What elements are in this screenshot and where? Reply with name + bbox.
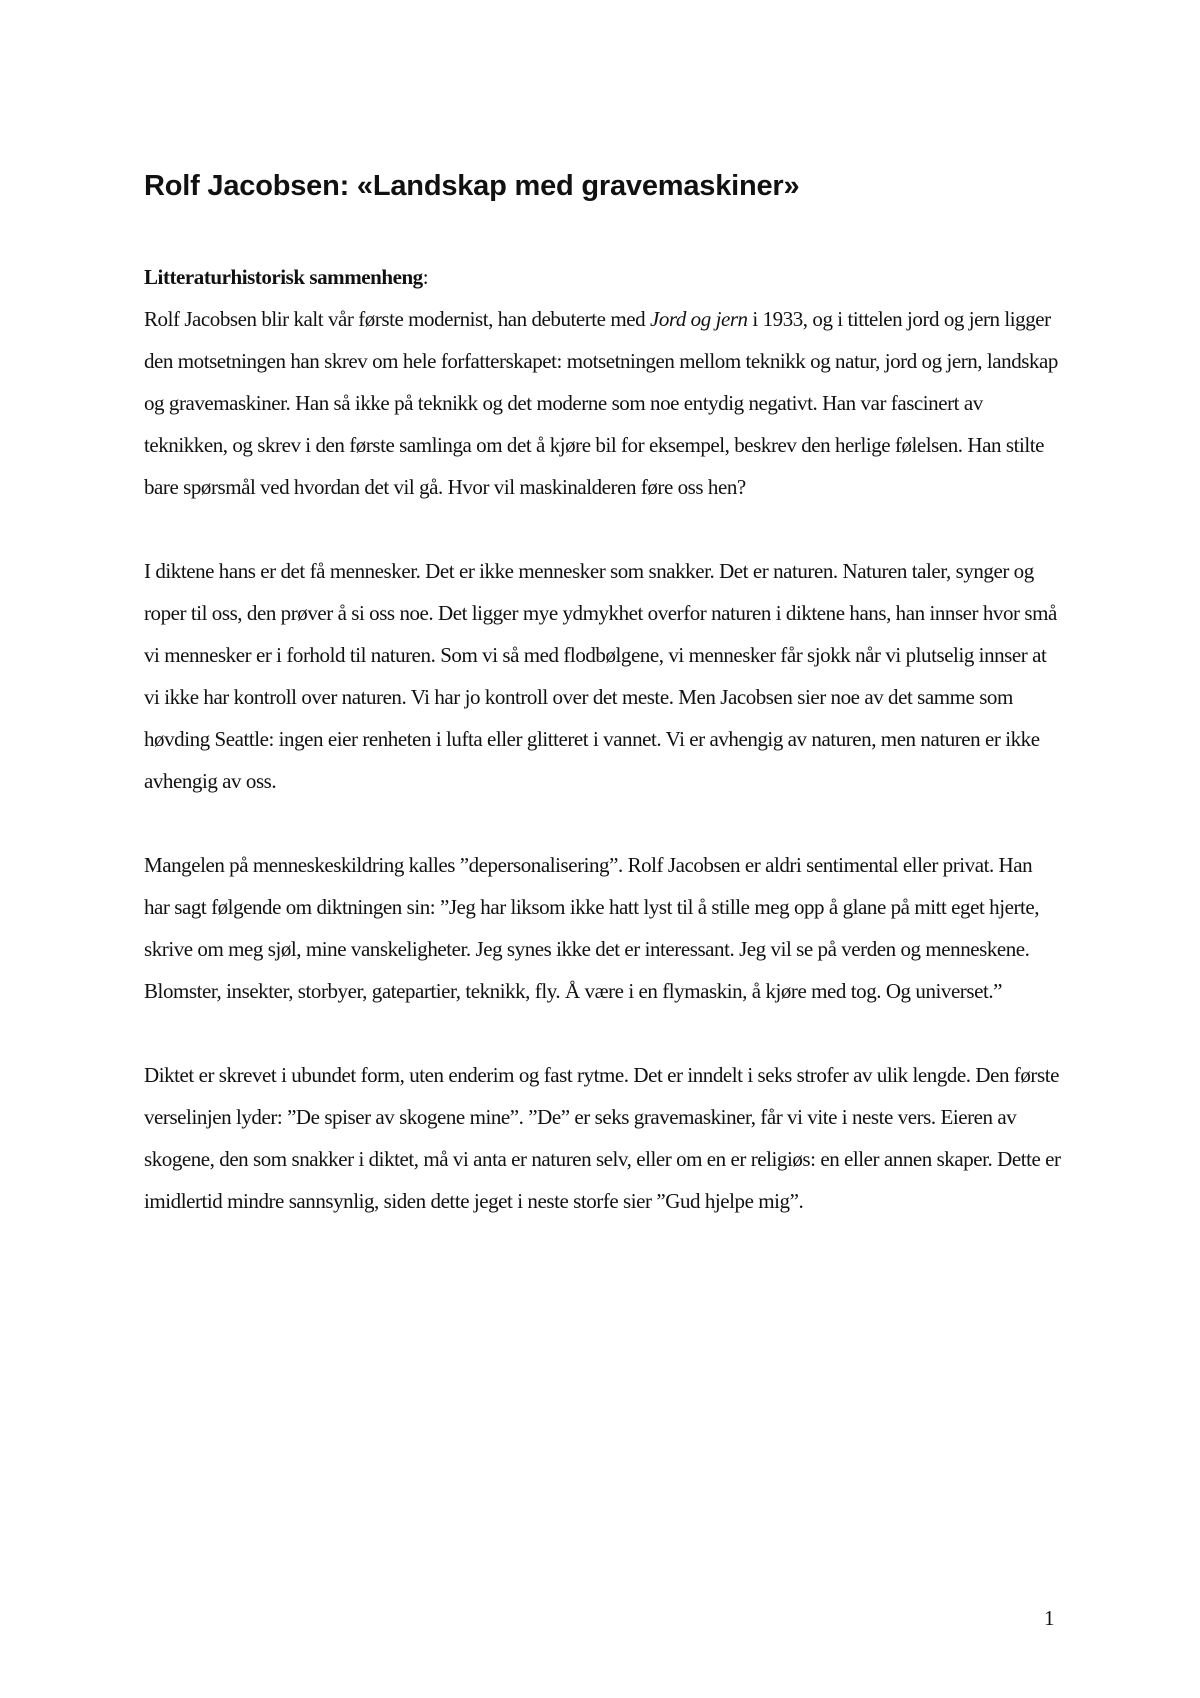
section-heading-colon: : (422, 265, 429, 289)
paragraph-1-text-start: Rolf Jacobsen blir kalt vår første modernist, han debuterte med (144, 307, 650, 331)
paragraph-4: Diktet er skrevet i ubundet form, uten enderim og fast rytme. Det er inndelt i seks strofer av ulik lengde. Den første verselinjen lyder: ”De spiser av skogene mine”. ”De” er seks gravemaskiner, får vi vite i neste vers. Eieren av skogene, den som snakker i diktet, må vi anta er naturen selv, eller om en er religiøs: en eller annen skaper. Dette er imidlertid mindre sannsynlig, siden dette jeget i neste storfe sier ”Gud hjelpe mig”. (144, 1063, 1061, 1213)
section-heading: Litteraturhistorisk sammenheng (144, 265, 423, 289)
book-title-italic: Jord og jern (649, 307, 748, 331)
page-number: 1 (1044, 1606, 1055, 1630)
page-content (144, 168, 1062, 1264)
paragraph-3: Mangelen på menneskeskildring kalles ”depersonalisering”. Rolf Jacobsen er aldri sentimental eller privat. Han har sagt følgende om diktningen sin: ”Jeg har liksom ikke hatt lyst til å stille meg opp å glane på mitt eget hjerte, skrive om meg sjøl, mine vanskeligheter. Jeg synes ikke det er interessant. Jeg vil se på verden og menneskene. Blomster, insekter, storbyer, gatepartier, teknikk, fly. Å være i en flymaskin, å kjøre med tog. Og universet.” (144, 853, 1040, 1003)
document-body (144, 256, 1062, 1222)
paragraph-1-text-end: i 1933, og i tittelen jord og jern ligger den motsetningen han skrev om hele forfatterskapet: motsetningen mellom teknikk og natur, jord og jern, landskap og gravemaskiner. Han så ikke på teknikk og det moderne som noe entydig negativt. Han var fascinert av teknikken, og skrev i den første samlinga om det å kjøre bil for eksempel, beskrev den herlige følelsen. Han stilte bare spørsmål ved hvordan det vil gå. Hvor vil maskinalderen føre oss hen? (144, 307, 1058, 499)
paragraph-2: I diktene hans er det få mennesker. Det er ikke mennesker som snakker. Det er naturen. Naturen taler, synger og roper til oss, den prøver å si oss noe. Det ligger mye ydmykhet overfor naturen i diktene hans, han innser hvor små vi mennesker er i forhold til naturen. Som vi så med flodbølgene, vi mennesker får sjokk når vi plutselig innser at vi ikke har kontroll over naturen. Vi har jo kontroll over det meste. Men Jacobsen sier noe av det samme som høvding Seattle: ingen eier renheten i lufta eller glitteret i vannet. Vi er avhengig av naturen, men naturen er ikke avhengig av oss. (144, 559, 1057, 793)
page-title: Rolf Jacobsen: «Landskap med gravemaskiner» (144, 170, 800, 202)
paragraph-literary-context (144, 256, 1062, 508)
